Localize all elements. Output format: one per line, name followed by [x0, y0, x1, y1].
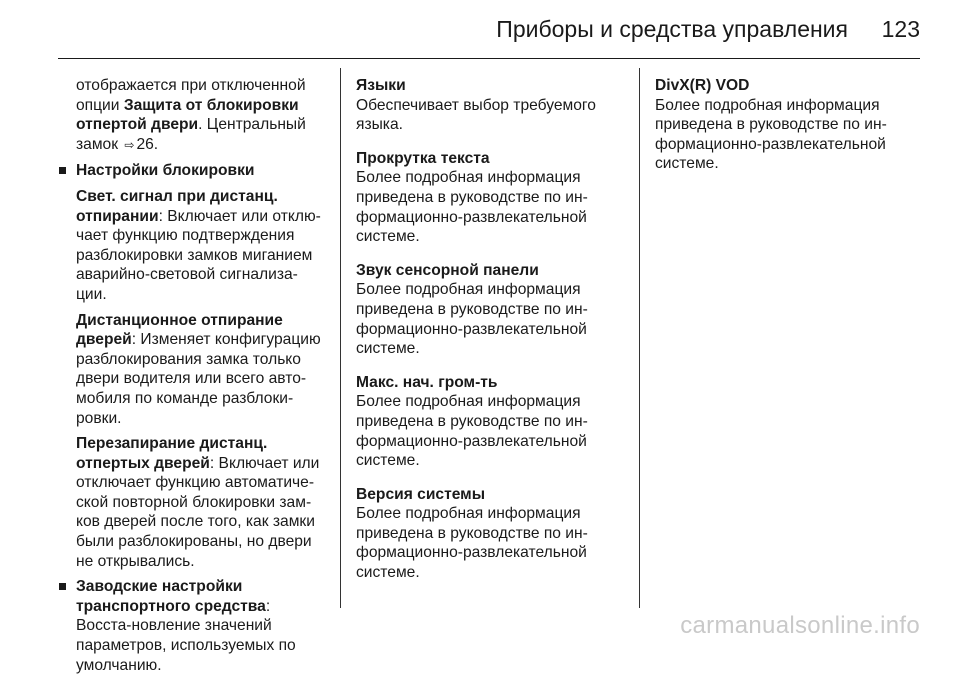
bullet-factory-settings	[58, 577, 328, 675]
page-number: 123	[881, 16, 920, 42]
section-languages	[356, 76, 626, 135]
section-body: Более подробная информация приведена в руководстве по ин-формационно-развлекательной системе.	[356, 281, 588, 358]
factory-settings-paragraph: Заводские настройки транспортного средства: Восста-новление значений параметров, используемых по умолчанию.	[76, 578, 296, 674]
intro-bold-term: Защита от блокировки отпертой двери	[76, 96, 299, 134]
bullet-square-icon	[59, 583, 66, 590]
section-divx	[655, 76, 925, 174]
section-title: Версия системы	[356, 485, 486, 503]
section-system-version	[356, 485, 626, 583]
page-title: Приборы и средства управления	[496, 16, 848, 42]
bullet-square-icon	[59, 167, 66, 174]
section-max-volume	[356, 373, 626, 471]
section-body: Более подробная информация приведена в руководстве по ин-формационно-развлекательной системе.	[356, 505, 588, 582]
section-title: DivX(R) VOD	[655, 77, 750, 94]
section-text-scroll	[356, 149, 626, 247]
lock-item-1: Свет. сигнал при дистанц. отпирании: Включает или отклю-чает функцию подтверждения разблокировки замков миганием аварийно-световой сигнализа-ции.	[76, 187, 321, 303]
section-touch-sound	[356, 261, 626, 359]
watermark: carmanualsonline.info	[680, 612, 920, 639]
section-title: Прокрутка текста	[356, 149, 490, 167]
lock-settings-title: Настройки блокировки	[76, 162, 255, 180]
section-title: Языки	[356, 77, 406, 94]
column-divider-1	[340, 68, 341, 608]
intro-paragraph	[58, 76, 328, 155]
section-title: Макс. нач. гром-ть	[356, 373, 498, 391]
lock-item-3: Перезапирание дистанц. отпертых дверей: Включает или отключает функцию автоматиче-ской повторной блокировки зам-ков дверей после того, как замки были разблокированы, но двери не открывались.	[76, 435, 320, 570]
lock-item-2: Дистанционное отпирание дверей: Изменяет конфигурацию разблокирования замка только двери водителя или всего авто-мобиля по команде разблоки-ровки.	[76, 311, 321, 427]
section-body: Более подробная информация приведена в руководстве по ин-формационно-развлекательной системе.	[655, 96, 887, 173]
page-header	[0, 0, 960, 60]
section-body: Более подробная информация приведена в руководстве по ин-формационно-развлекательной системе.	[356, 393, 588, 470]
column-divider-2	[639, 68, 640, 608]
header-rule	[58, 58, 920, 59]
section-body: Обеспечивает выбор требуемого языка.	[356, 96, 596, 134]
column-1	[58, 76, 328, 681]
intro-text-after: . Центральный замок	[76, 116, 306, 153]
column-2	[356, 76, 626, 597]
section-title: Звук сенсорной панели	[356, 261, 539, 279]
arrow-ref-icon: ⇨	[124, 137, 135, 152]
intro-ref-page: 26.	[136, 135, 159, 153]
intro-text-before: отображается при отключенной опции	[76, 77, 306, 114]
column-3	[655, 76, 925, 188]
section-body: Более подробная информация приведена в руководстве по ин-формационно-развлекательной системе.	[356, 169, 588, 246]
bullet-lock-settings	[58, 161, 328, 571]
